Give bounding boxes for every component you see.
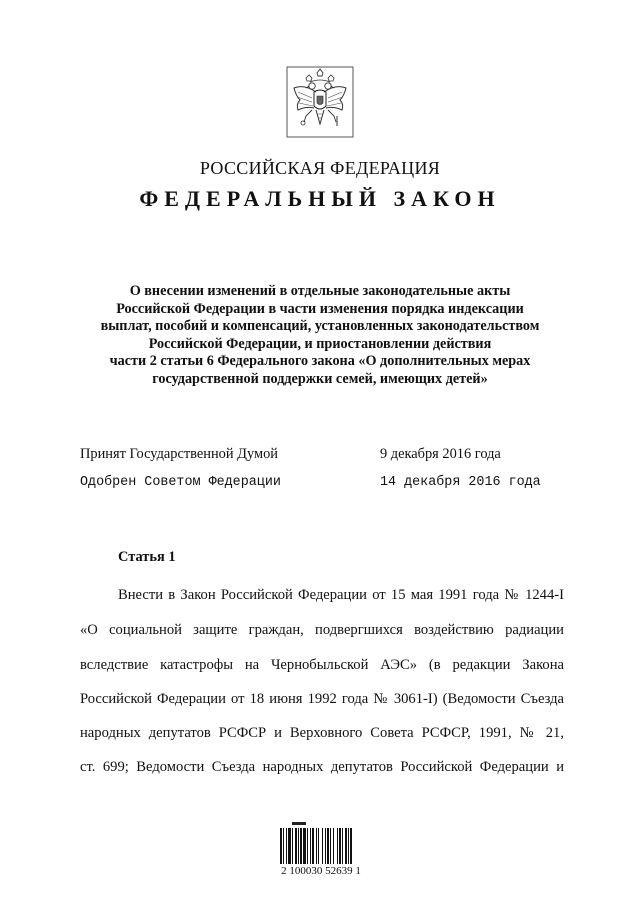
law-title-line: выплат, пособий и компенсаций, установленных законодательством: [100, 318, 540, 335]
adoption-duma-label: Принят Государственной Думой: [80, 446, 278, 462]
law-title-line: Российской Федерации в части изменения порядка индексации: [116, 300, 524, 317]
coat-of-arms-icon: [286, 66, 354, 138]
article-text-line: «О социальной защите граждан, подвергшихся воздействию радиации: [80, 622, 564, 638]
barcode-number: 2 100030 52639 1: [281, 865, 361, 877]
article-text-line: ст. 699; Ведомости Съезда народных депутатов Российской Федерации и: [80, 759, 564, 775]
law-title-line: части 2 статьи 6 Федерального закона «О дополнительных мерах: [109, 353, 531, 370]
article-text-line: Российской Федерации от 18 июня 1992 года № 3061-I) (Ведомости Съезда: [80, 691, 564, 707]
adoption-council-label: Одобрен Советом Федерации: [80, 475, 281, 490]
law-title-line: государственной поддержки семей, имеющих детей»: [152, 370, 488, 387]
country-name: РОССИЙСКАЯ ФЕДЕРАЦИЯ: [199, 158, 441, 178]
article-text-line: народных депутатов РСФСР и Верховного Совета РСФСР, 1991, № 21,: [80, 725, 564, 741]
law-title-line: Российской Федерации, и приостановлении действия: [148, 335, 492, 352]
article-heading: Статья 1: [118, 549, 176, 565]
adoption-council-row: [80, 472, 560, 494]
adoption-duma-row: [80, 443, 560, 465]
article-text-line: Внести в Закон Российской Федерации от 15 мая 1991 года № 1244-I: [118, 587, 564, 603]
article-text-line: вследствие катастрофы на Чернобыльской АЭС» (в редакции Закона: [80, 657, 564, 673]
law-title: [60, 283, 580, 389]
adoption-duma-date: 9 декабря 2016 года: [380, 446, 501, 462]
adoption-council-date: 14 декабря 2016 года: [380, 475, 541, 490]
law-title-line: О внесении изменений в отдельные законодательные акты: [129, 283, 511, 299]
document-type: ФЕДЕРАЛЬНЫЙ ЗАКОН: [139, 186, 501, 211]
